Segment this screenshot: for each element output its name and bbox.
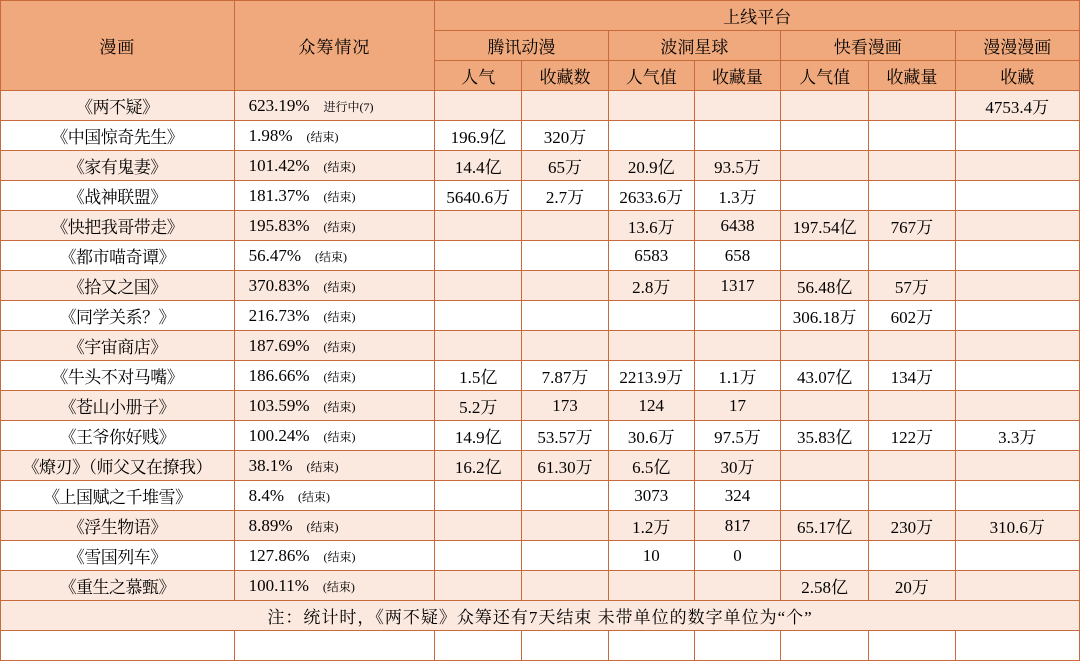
- cell-tencent-favorites: 320万: [522, 121, 608, 151]
- cell-comic-title: 《燎刃》（师父又在撩我）: [1, 451, 235, 481]
- cell-bodong-favorites: 1317: [694, 271, 780, 301]
- crowdfunding-percent: 623.19%: [248, 95, 310, 115]
- cell-kuaikan-favorites: 57万: [869, 271, 955, 301]
- cell-manman-favorites: [955, 301, 1080, 331]
- crowdfunding-status: (结束): [315, 249, 348, 264]
- cell-tencent-favorites: [522, 91, 608, 121]
- footnote-row: [1, 601, 1080, 631]
- cell-kuaikan-favorites: [869, 541, 955, 571]
- cell-tencent-popularity: [435, 511, 522, 541]
- cell-kuaikan-popularity: 43.07亿: [781, 361, 869, 391]
- crowdfunding-percent: 38.1%: [248, 455, 293, 475]
- cell-kuaikan-favorites: 134万: [869, 361, 955, 391]
- header-tencent-popularity: 人气: [435, 61, 522, 91]
- cell-comic-title: 《上国赋之千堆雪》: [1, 481, 235, 511]
- cell-comic-title: 《宇宙商店》: [1, 331, 235, 361]
- cell-tencent-favorites: 61.30万: [522, 451, 608, 481]
- cell-bodong-favorites: 817: [694, 511, 780, 541]
- crowdfunding-percent: 56.47%: [248, 245, 302, 265]
- table-row: [1, 91, 1080, 121]
- crowdfunding-percent: 100.24%: [248, 425, 310, 445]
- crowdfunding-status: (结束): [306, 459, 339, 474]
- cell-tencent-popularity: [435, 541, 522, 571]
- cell-bodong-popularity: 1.2万: [608, 511, 694, 541]
- cell-manman-favorites: [955, 391, 1080, 421]
- cell-tencent-favorites: [522, 331, 608, 361]
- crowdfunding-status: (结束): [323, 279, 356, 294]
- table-row: [1, 361, 1080, 391]
- cell-tencent-favorites: [522, 211, 608, 241]
- header-comic: 漫画: [1, 1, 235, 91]
- header-platform-manman: 漫漫漫画: [955, 31, 1080, 61]
- crowdfunding-percent: 103.59%: [248, 395, 310, 415]
- table-row: [1, 241, 1080, 271]
- header-bodong-favorites: 收藏量: [694, 61, 780, 91]
- cell-bodong-popularity: 2633.6万: [608, 181, 694, 211]
- cell-manman-favorites: 3.3万: [955, 421, 1080, 451]
- crowdfunding-percent: 8.4%: [248, 485, 285, 505]
- empty-cell: [955, 631, 1080, 661]
- cell-comic-title: 《重生之慕甄》: [1, 571, 235, 601]
- crowdfunding-status: (结束): [323, 369, 356, 384]
- table-tail-row: [1, 631, 1080, 661]
- table-row: [1, 121, 1080, 151]
- crowdfunding-percent: 8.89%: [248, 515, 293, 535]
- cell-tencent-favorites: 65万: [522, 151, 608, 181]
- cell-comic-title: 《两不疑》: [1, 91, 235, 121]
- cell-tencent-popularity: [435, 271, 522, 301]
- empty-cell: [435, 631, 522, 661]
- cell-tencent-favorites: [522, 541, 608, 571]
- crowdfunding-status: (结束): [322, 579, 355, 594]
- crowdfunding-percent: 127.86%: [248, 545, 310, 565]
- table-row: [1, 331, 1080, 361]
- cell-bodong-popularity: 20.9亿: [608, 151, 694, 181]
- cell-kuaikan-favorites: 602万: [869, 301, 955, 331]
- cell-comic-title: 《王爷你好贱》: [1, 421, 235, 451]
- cell-bodong-popularity: [608, 121, 694, 151]
- cell-crowdfunding: [234, 121, 435, 151]
- crowdfunding-percent: 216.73%: [248, 305, 310, 325]
- cell-bodong-favorites: 97.5万: [694, 421, 780, 451]
- cell-kuaikan-favorites: [869, 331, 955, 361]
- table-row: [1, 511, 1080, 541]
- cell-tencent-favorites: [522, 241, 608, 271]
- cell-bodong-favorites: [694, 121, 780, 151]
- cell-kuaikan-popularity: [781, 241, 869, 271]
- cell-kuaikan-favorites: 122万: [869, 421, 955, 451]
- header-platforms-group: 上线平台: [435, 1, 1080, 31]
- cell-crowdfunding: [234, 511, 435, 541]
- empty-cell: [781, 631, 869, 661]
- table-row: [1, 571, 1080, 601]
- cell-tencent-favorites: 2.7万: [522, 181, 608, 211]
- cell-tencent-favorites: [522, 271, 608, 301]
- crowdfunding-percent: 181.37%: [248, 185, 310, 205]
- cell-kuaikan-popularity: [781, 91, 869, 121]
- table-row: [1, 211, 1080, 241]
- crowdfunding-status: 进行中(7): [323, 99, 374, 114]
- cell-kuaikan-favorites: [869, 481, 955, 511]
- cell-crowdfunding: [234, 241, 435, 271]
- cell-comic-title: 《雪国列车》: [1, 541, 235, 571]
- empty-cell: [522, 631, 608, 661]
- cell-manman-favorites: [955, 361, 1080, 391]
- cell-bodong-popularity: 6583: [608, 241, 694, 271]
- cell-tencent-favorites: 53.57万: [522, 421, 608, 451]
- cell-manman-favorites: [955, 211, 1080, 241]
- crowdfunding-status: (结束): [323, 399, 356, 414]
- table-row: [1, 421, 1080, 451]
- crowdfunding-percent: 1.98%: [248, 125, 293, 145]
- table-row: [1, 271, 1080, 301]
- crowdfunding-status: (结束): [323, 339, 356, 354]
- cell-bodong-popularity: [608, 571, 694, 601]
- cell-tencent-popularity: 196.9亿: [435, 121, 522, 151]
- cell-tencent-popularity: [435, 91, 522, 121]
- empty-cell: [694, 631, 780, 661]
- header-kuaikan-popularity: 人气值: [781, 61, 869, 91]
- cell-crowdfunding: [234, 151, 435, 181]
- crowdfunding-status: (结束): [323, 309, 356, 324]
- cell-tencent-popularity: [435, 481, 522, 511]
- cell-kuaikan-favorites: [869, 91, 955, 121]
- crowdfunding-status: (结束): [323, 429, 356, 444]
- crowdfunding-status: (结束): [323, 549, 356, 564]
- cell-bodong-favorites: 6438: [694, 211, 780, 241]
- cell-kuaikan-favorites: [869, 181, 955, 211]
- header-platform-kuaikan: 快看漫画: [781, 31, 955, 61]
- cell-bodong-favorites: 658: [694, 241, 780, 271]
- cell-tencent-favorites: 7.87万: [522, 361, 608, 391]
- cell-bodong-popularity: 10: [608, 541, 694, 571]
- cell-kuaikan-popularity: [781, 121, 869, 151]
- table-row: [1, 391, 1080, 421]
- cell-kuaikan-popularity: [781, 181, 869, 211]
- crowdfunding-percent: 186.66%: [248, 365, 310, 385]
- cell-kuaikan-popularity: [781, 451, 869, 481]
- cell-crowdfunding: [234, 181, 435, 211]
- empty-cell: [234, 631, 435, 661]
- header-tencent-favorites: 收藏数: [522, 61, 608, 91]
- header-platform-tencent: 腾讯动漫: [435, 31, 608, 61]
- cell-tencent-popularity: [435, 241, 522, 271]
- cell-manman-favorites: [955, 451, 1080, 481]
- cell-tencent-popularity: 14.4亿: [435, 151, 522, 181]
- footnote-text: 注：统计时，《两不疑》众筹还有7天结束 未带单位的数字单位为“个”: [1, 601, 1080, 631]
- cell-bodong-favorites: [694, 331, 780, 361]
- cell-comic-title: 《中国惊奇先生》: [1, 121, 235, 151]
- cell-comic-title: 《拾又之国》: [1, 271, 235, 301]
- cell-crowdfunding: [234, 91, 435, 121]
- cell-comic-title: 《同学关系？》: [1, 301, 235, 331]
- cell-crowdfunding: [234, 391, 435, 421]
- cell-manman-favorites: [955, 151, 1080, 181]
- cell-bodong-popularity: 13.6万: [608, 211, 694, 241]
- cell-crowdfunding: [234, 211, 435, 241]
- cell-crowdfunding: [234, 361, 435, 391]
- header-row-1: [1, 1, 1080, 31]
- cell-tencent-favorites: 173: [522, 391, 608, 421]
- crowdfunding-status: (结束): [306, 519, 339, 534]
- cell-bodong-favorites: 1.3万: [694, 181, 780, 211]
- cell-kuaikan-popularity: 306.18万: [781, 301, 869, 331]
- cell-manman-favorites: [955, 571, 1080, 601]
- cell-manman-favorites: 4753.4万: [955, 91, 1080, 121]
- cell-crowdfunding: [234, 451, 435, 481]
- cell-bodong-favorites: 324: [694, 481, 780, 511]
- crowdfunding-percent: 195.83%: [248, 215, 310, 235]
- cell-comic-title: 《都市喵奇谭》: [1, 241, 235, 271]
- cell-comic-title: 《苍山小册子》: [1, 391, 235, 421]
- cell-bodong-favorites: 30万: [694, 451, 780, 481]
- table-row: [1, 301, 1080, 331]
- crowdfunding-percent: 187.69%: [248, 335, 310, 355]
- cell-kuaikan-favorites: 767万: [869, 211, 955, 241]
- empty-cell: [608, 631, 694, 661]
- crowdfunding-status: (结束): [306, 129, 339, 144]
- cell-kuaikan-popularity: [781, 391, 869, 421]
- cell-kuaikan-popularity: [781, 541, 869, 571]
- table-row: [1, 481, 1080, 511]
- cell-bodong-popularity: 2213.9万: [608, 361, 694, 391]
- cell-comic-title: 《家有鬼妻》: [1, 151, 235, 181]
- cell-tencent-favorites: [522, 301, 608, 331]
- cell-kuaikan-favorites: [869, 121, 955, 151]
- cell-kuaikan-favorites: [869, 151, 955, 181]
- cell-crowdfunding: [234, 541, 435, 571]
- cell-manman-favorites: [955, 121, 1080, 151]
- cell-manman-favorites: 310.6万: [955, 511, 1080, 541]
- cell-bodong-popularity: [608, 331, 694, 361]
- cell-tencent-popularity: 1.5亿: [435, 361, 522, 391]
- cell-crowdfunding: [234, 481, 435, 511]
- cell-kuaikan-popularity: 197.54亿: [781, 211, 869, 241]
- cell-comic-title: 《战神联盟》: [1, 181, 235, 211]
- crowdfunding-status: (结束): [298, 489, 331, 504]
- cell-bodong-favorites: 0: [694, 541, 780, 571]
- cell-manman-favorites: [955, 481, 1080, 511]
- crowdfunding-status: (结束): [323, 219, 356, 234]
- table-row: [1, 541, 1080, 571]
- cell-kuaikan-popularity: [781, 481, 869, 511]
- cell-crowdfunding: [234, 421, 435, 451]
- crowdfunding-percent: 370.83%: [248, 275, 310, 295]
- table-row: [1, 451, 1080, 481]
- crowdfunding-percent: 101.42%: [248, 155, 310, 175]
- cell-kuaikan-popularity: 2.58亿: [781, 571, 869, 601]
- header-platform-bodong: 波洞星球: [608, 31, 780, 61]
- cell-crowdfunding: [234, 331, 435, 361]
- cell-tencent-popularity: 5640.6万: [435, 181, 522, 211]
- table-body: [1, 91, 1080, 661]
- crowdfunding-percent: 100.11%: [248, 575, 309, 595]
- cell-kuaikan-popularity: 35.83亿: [781, 421, 869, 451]
- header-kuaikan-favorites: 收藏量: [869, 61, 955, 91]
- crowdfunding-status: (结束): [323, 189, 356, 204]
- cell-kuaikan-favorites: 20万: [869, 571, 955, 601]
- cell-tencent-favorites: [522, 511, 608, 541]
- cell-tencent-popularity: [435, 331, 522, 361]
- header-bodong-popularity: 人气值: [608, 61, 694, 91]
- cell-manman-favorites: [955, 181, 1080, 211]
- cell-crowdfunding: [234, 271, 435, 301]
- cell-tencent-favorites: [522, 481, 608, 511]
- cell-kuaikan-popularity: [781, 331, 869, 361]
- crowdfunding-status: (结束): [323, 159, 356, 174]
- cell-bodong-favorites: [694, 301, 780, 331]
- cell-tencent-popularity: [435, 301, 522, 331]
- cell-kuaikan-favorites: [869, 391, 955, 421]
- cell-crowdfunding: [234, 301, 435, 331]
- cell-comic-title: 《浮生物语》: [1, 511, 235, 541]
- cell-kuaikan-favorites: [869, 241, 955, 271]
- cell-kuaikan-favorites: 230万: [869, 511, 955, 541]
- cell-bodong-favorites: [694, 571, 780, 601]
- cell-kuaikan-popularity: [781, 151, 869, 181]
- cell-tencent-popularity: 5.2万: [435, 391, 522, 421]
- cell-manman-favorites: [955, 541, 1080, 571]
- table-row: [1, 181, 1080, 211]
- cell-bodong-popularity: [608, 301, 694, 331]
- header-manman-favorites: 收藏: [955, 61, 1080, 91]
- table-row: [1, 151, 1080, 181]
- cell-tencent-popularity: 14.9亿: [435, 421, 522, 451]
- empty-cell: [1, 631, 235, 661]
- header-crowdfunding: 众筹情况: [234, 1, 435, 91]
- cell-bodong-popularity: 3073: [608, 481, 694, 511]
- cell-bodong-favorites: 17: [694, 391, 780, 421]
- cell-bodong-popularity: 6.5亿: [608, 451, 694, 481]
- cell-manman-favorites: [955, 241, 1080, 271]
- cell-bodong-favorites: [694, 91, 780, 121]
- cell-bodong-popularity: 30.6万: [608, 421, 694, 451]
- cell-kuaikan-popularity: 56.48亿: [781, 271, 869, 301]
- cell-tencent-favorites: [522, 571, 608, 601]
- cell-bodong-popularity: [608, 91, 694, 121]
- cell-comic-title: 《快把我哥带走》: [1, 211, 235, 241]
- cell-crowdfunding: [234, 571, 435, 601]
- cell-manman-favorites: [955, 271, 1080, 301]
- cell-manman-favorites: [955, 331, 1080, 361]
- cell-tencent-popularity: [435, 571, 522, 601]
- cell-kuaikan-favorites: [869, 451, 955, 481]
- cell-bodong-favorites: 1.1万: [694, 361, 780, 391]
- cell-comic-title: 《牛头不对马嘴》: [1, 361, 235, 391]
- empty-cell: [869, 631, 955, 661]
- cell-kuaikan-popularity: 65.17亿: [781, 511, 869, 541]
- cell-bodong-favorites: 93.5万: [694, 151, 780, 181]
- cell-bodong-popularity: 124: [608, 391, 694, 421]
- cell-tencent-popularity: [435, 211, 522, 241]
- cell-tencent-popularity: 16.2亿: [435, 451, 522, 481]
- cell-bodong-popularity: 2.8万: [608, 271, 694, 301]
